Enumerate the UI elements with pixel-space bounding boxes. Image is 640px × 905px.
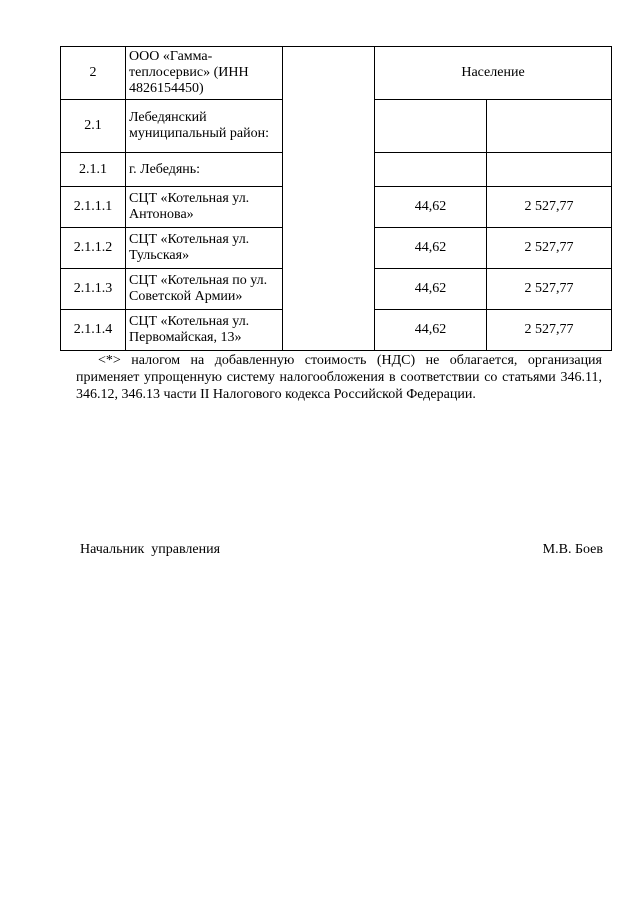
tariff-table [60, 46, 612, 351]
row-value-1 [375, 153, 487, 187]
row-number: 2.1 [61, 100, 126, 153]
row-value-1: 44,62 [375, 269, 487, 310]
row-number: 2.1.1.1 [61, 187, 126, 228]
row-name: Лебедянский муниципальный район: [126, 100, 283, 153]
row-number: 2.1.1.3 [61, 269, 126, 310]
row-value-2: 2 527,77 [487, 310, 612, 351]
organization-name: ООО «Гамма-теплосервис» (ИНН 4826154450) [126, 47, 283, 100]
table-row-organization [61, 47, 612, 100]
row-value-2: 2 527,77 [487, 269, 612, 310]
row-number: 2.1.1 [61, 153, 126, 187]
row-number: 2 [61, 47, 126, 100]
row-value-1: 44,62 [375, 187, 487, 228]
signatory-name: М.В. Боев [542, 542, 603, 557]
row-value-1 [375, 100, 487, 153]
signatory-position: Начальник управления [80, 542, 221, 557]
row-value-2 [487, 100, 612, 153]
footnote: <*> налогом на добавленную стоимость (НДС) не облагается, организация применяет упрощенную систему налогообложения в соответствии со статьями 346.11, 346.12, 346.13 части II Налогового кодекса Российской Федерации. [76, 353, 602, 402]
merged-empty-column [283, 47, 375, 351]
row-name: СЦТ «Котельная ул. Тульская» [126, 228, 283, 269]
group-label: Население [375, 47, 612, 100]
row-name: СЦТ «Котельная по ул. Советской Армии» [126, 269, 283, 310]
row-name: СЦТ «Котельная ул. Антонова» [126, 187, 283, 228]
row-value-1: 44,62 [375, 310, 487, 351]
row-value-2: 2 527,77 [487, 187, 612, 228]
row-name: г. Лебедянь: [126, 153, 283, 187]
row-value-2 [487, 153, 612, 187]
row-number: 2.1.1.4 [61, 310, 126, 351]
row-value-2: 2 527,77 [487, 228, 612, 269]
row-value-1: 44,62 [375, 228, 487, 269]
row-name: СЦТ «Котельная ул. Первомайская, 13» [126, 310, 283, 351]
row-number: 2.1.1.2 [61, 228, 126, 269]
